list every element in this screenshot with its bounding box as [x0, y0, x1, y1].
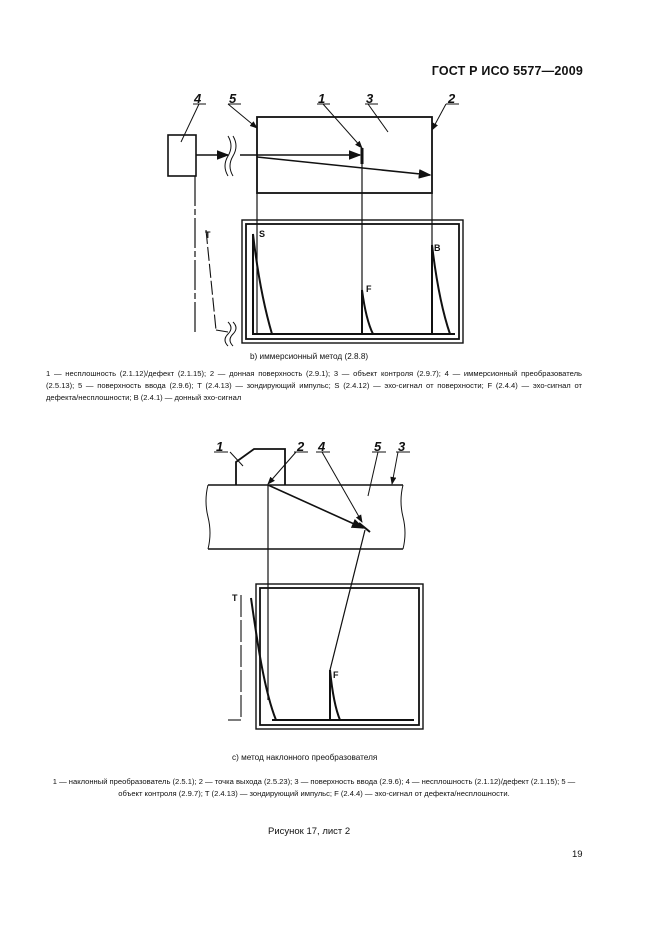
- label-b-f: F: [366, 284, 372, 294]
- figure-b-caption: b) иммерсионный метод (2.8.8): [250, 352, 369, 361]
- callout-c-4: 4: [318, 439, 326, 454]
- immersion-transducer: [168, 135, 196, 176]
- label-b-s: S: [259, 229, 266, 239]
- scope-frame-c: [256, 584, 423, 729]
- callout-c-5: 5: [374, 439, 382, 454]
- callout-c-3: 3: [398, 439, 406, 454]
- figure-c-legend: 1 — наклонный преобразователь (2.5.1); 2 — точка выхода (2.5.23); 3 — поверхность ввода (2.9.6); 4 — несплошность (2.1.12)/дефект (2.1.15); 5 — объект контроля (2.9.7); T (2.4.13) — зондирующий импульс; F (2.4.4) — эхо-сигнал от дефекта/несплошности.: [52, 777, 576, 798]
- back-echo: [432, 245, 450, 334]
- page-number: 19: [572, 849, 583, 860]
- surface-echo: [253, 234, 272, 334]
- label-c-f: F: [333, 670, 339, 680]
- scope-frame-b: [242, 220, 463, 343]
- callout-c-2: 2: [297, 439, 305, 454]
- figure-c-caption: c) метод наклонного преобразователя: [232, 753, 378, 762]
- label-b-b: B: [434, 243, 441, 253]
- flaw-echo-b: [362, 290, 373, 334]
- label-c-t: T: [232, 593, 238, 603]
- callout-b-1: 1: [318, 91, 326, 106]
- label-b-t: T: [205, 230, 211, 240]
- callout-c-1: 1: [216, 439, 224, 454]
- initial-pulse-c: [251, 598, 276, 720]
- test-object-c: [208, 485, 403, 549]
- figure-b-legend: 1 — несплошность (2.1.12)/дефект (2.1.15); 2 — донная поверхность (2.9.1); 3 — объект контроля (2.9.7); 4 — иммерсионный преобразователь (2.5.13); 5 — поверхность ввода (2.9.6); T (2.4.13) — зондирующий импульс; S (2.4.12) — эхо-сигнал от поверхности; F (2.4.4) — эхо-сигнал от дефекта/несплошности; B (2.4.1) — донный эхо-сигнал: [46, 369, 582, 402]
- standard-header: ГОСТ Р ИСО 5577—2009: [431, 64, 583, 78]
- figure-title: Рисунок 17, лист 2: [268, 826, 351, 837]
- callout-b-5: 5: [229, 91, 237, 106]
- callout-b-2: 2: [448, 91, 456, 106]
- callout-b-3: 3: [366, 91, 374, 106]
- callout-b-4: 4: [194, 91, 202, 106]
- angle-probe: [236, 449, 285, 485]
